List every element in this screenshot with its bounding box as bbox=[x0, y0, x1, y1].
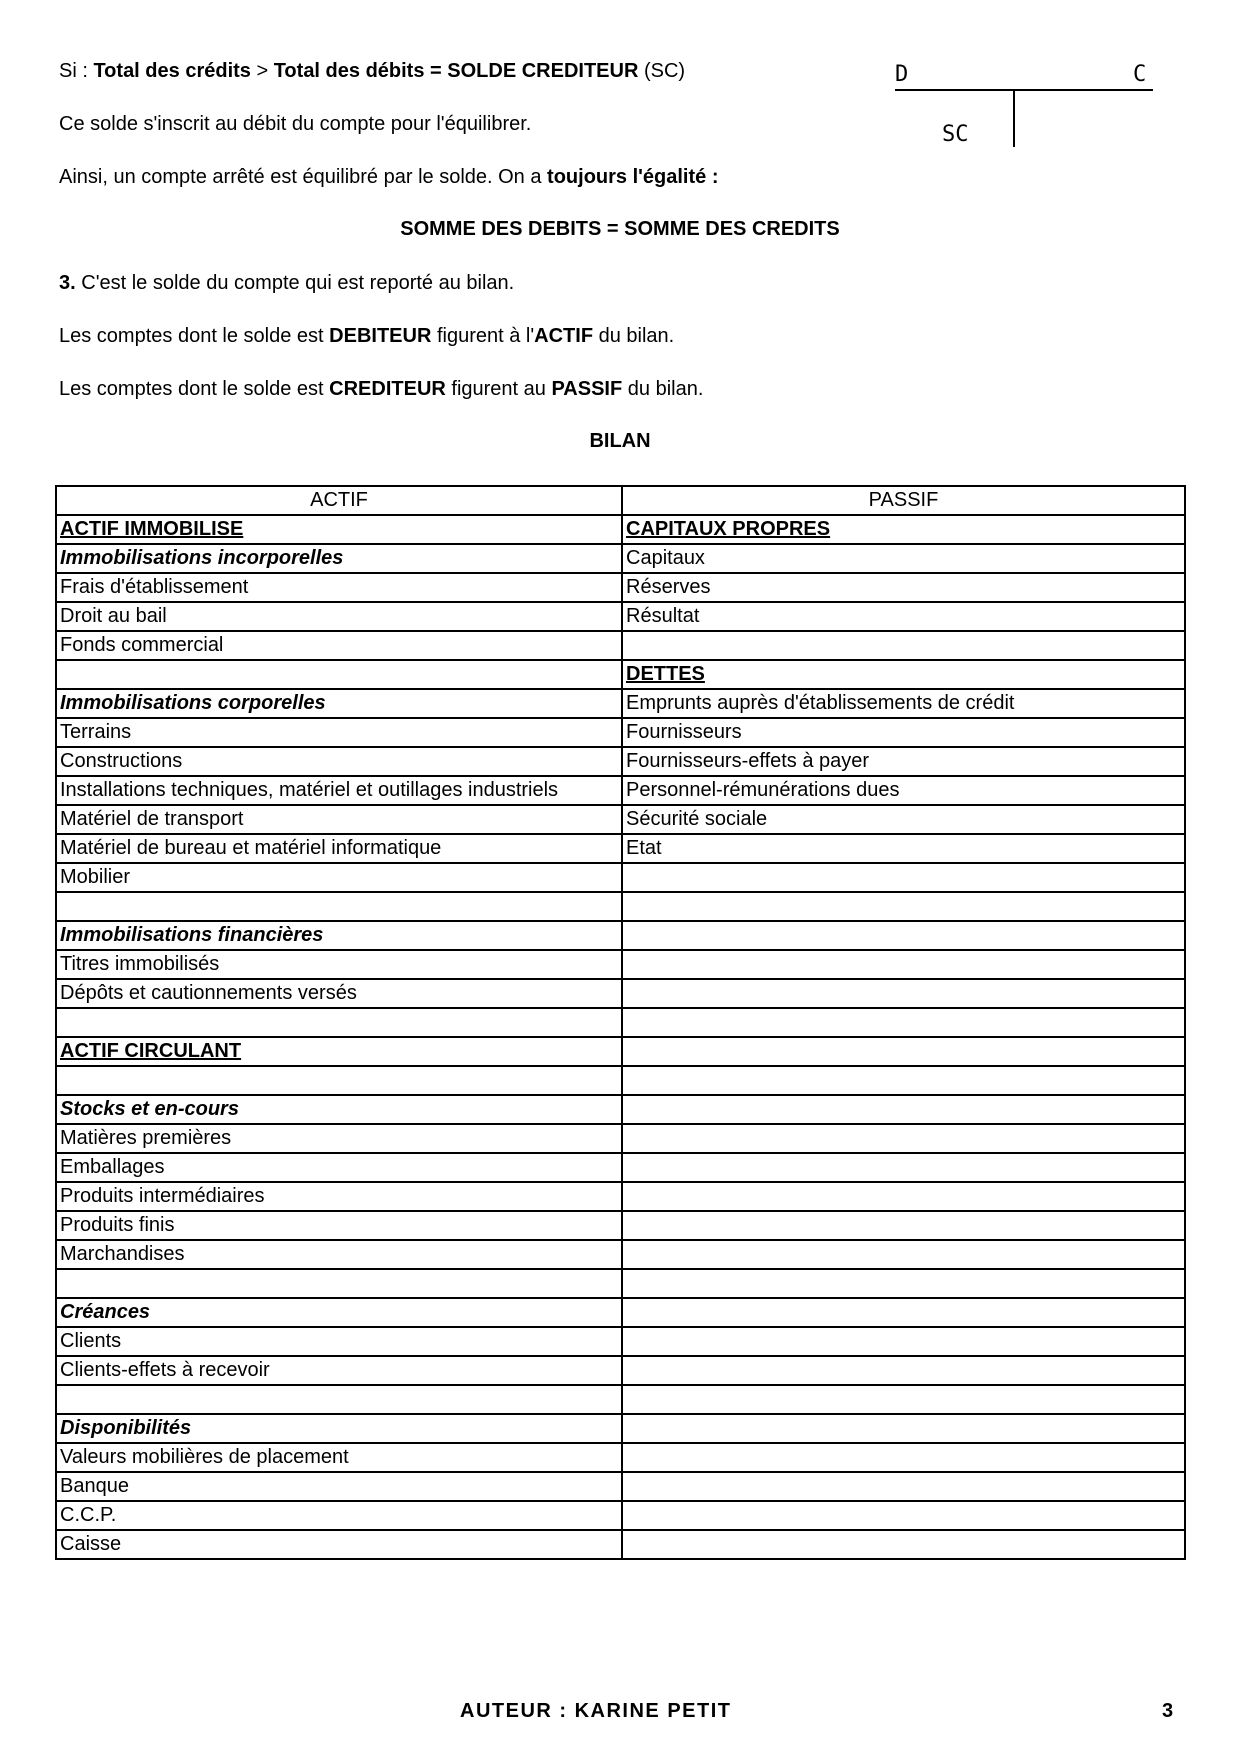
actif-cell-text: Marchandises bbox=[60, 1243, 185, 1265]
credit-line bbox=[59, 377, 703, 401]
intro-line-3 bbox=[59, 165, 718, 189]
actif-cell bbox=[56, 1182, 622, 1211]
passif-cell bbox=[622, 718, 1185, 747]
passif-cell-text: CAPITAUX PROPRES bbox=[626, 518, 831, 540]
table-row bbox=[56, 863, 1185, 892]
point-text: C'est le solde du compte qui est reporté au bilan. bbox=[75, 272, 515, 294]
actif-cell-text: Emballages bbox=[60, 1156, 165, 1178]
actif-cell-text: Stocks et en-cours bbox=[60, 1098, 239, 1120]
actif-cell bbox=[56, 544, 622, 573]
passif-cell bbox=[622, 689, 1185, 718]
passif-cell-text: Fournisseurs bbox=[626, 721, 742, 743]
passif-cell-text: Réserves bbox=[626, 576, 711, 598]
actif-cell bbox=[56, 1298, 622, 1327]
table-row bbox=[56, 660, 1185, 689]
table-row bbox=[56, 747, 1185, 776]
table-row bbox=[56, 718, 1185, 747]
actif-cell-text: Valeurs mobilières de placement bbox=[60, 1446, 349, 1468]
passif-cell-text: Personnel-rémunérations dues bbox=[626, 779, 900, 801]
credit-line-d: PASSIF bbox=[551, 378, 623, 400]
intro-line-1 bbox=[59, 59, 685, 83]
table-row bbox=[56, 1095, 1185, 1124]
actif-cell-text: Installations techniques, matériel et outillages industriels bbox=[60, 779, 559, 801]
passif-cell bbox=[622, 747, 1185, 776]
text-ainsi: Ainsi, un compte arrêté est équilibré par le solde. On a bbox=[59, 166, 548, 188]
actif-cell-text: Dépôts et cautionnements versés bbox=[60, 982, 357, 1004]
table-row bbox=[56, 1269, 1185, 1298]
passif-cell bbox=[622, 1095, 1185, 1124]
table-row bbox=[56, 689, 1185, 718]
credit-line-c: figurent au bbox=[445, 378, 552, 400]
actif-cell-text: Titres immobilisés bbox=[60, 953, 220, 975]
table-row bbox=[56, 921, 1185, 950]
passif-cell-text: Résultat bbox=[626, 605, 700, 627]
actif-cell bbox=[56, 1066, 622, 1095]
credit-line-b: CREDITEUR bbox=[329, 378, 446, 400]
t-account-diagram bbox=[895, 60, 1155, 160]
passif-cell bbox=[622, 1530, 1185, 1559]
actif-cell bbox=[56, 921, 622, 950]
table-row bbox=[56, 950, 1185, 979]
actif-cell bbox=[56, 631, 622, 660]
table-row bbox=[56, 1298, 1185, 1327]
table-row bbox=[56, 1414, 1185, 1443]
bilan-title: BILAN bbox=[589, 430, 651, 452]
table-row bbox=[56, 631, 1185, 660]
table-row bbox=[56, 1153, 1185, 1182]
credit-line-a: Les comptes dont le solde est bbox=[59, 378, 330, 400]
equality-heading: SOMME DES DEBITS = SOMME DES CREDITS bbox=[400, 218, 840, 240]
actif-cell-text: Matières premières bbox=[60, 1127, 232, 1149]
bilan-header-row bbox=[56, 486, 1185, 515]
point-3 bbox=[59, 271, 514, 295]
actif-cell bbox=[56, 1269, 622, 1298]
actif-cell bbox=[56, 1472, 622, 1501]
passif-cell bbox=[622, 950, 1185, 979]
intro-line-2: Ce solde s'inscrit au débit du compte pour l'équilibrer. bbox=[59, 113, 532, 135]
actif-cell bbox=[56, 689, 622, 718]
actif-cell-text: C.C.P. bbox=[60, 1504, 117, 1526]
table-row bbox=[56, 1182, 1185, 1211]
text-gt: > bbox=[250, 60, 274, 82]
table-row bbox=[56, 1124, 1185, 1153]
actif-cell bbox=[56, 1211, 622, 1240]
passif-cell bbox=[622, 1008, 1185, 1037]
passif-cell bbox=[622, 1037, 1185, 1066]
actif-cell bbox=[56, 1443, 622, 1472]
debit-line bbox=[59, 324, 674, 348]
text-sc: (SC) bbox=[638, 60, 686, 82]
actif-cell bbox=[56, 602, 622, 631]
passif-cell bbox=[622, 892, 1185, 921]
passif-cell-text: Capitaux bbox=[626, 547, 705, 569]
header-passif: PASSIF bbox=[622, 486, 1185, 515]
actif-cell-text: Matériel de transport bbox=[60, 808, 244, 830]
passif-cell bbox=[622, 1182, 1185, 1211]
actif-cell bbox=[56, 863, 622, 892]
actif-cell bbox=[56, 1501, 622, 1530]
table-row bbox=[56, 1356, 1185, 1385]
text-solde-crediteur: Total des débits = SOLDE CREDITEUR bbox=[273, 60, 639, 82]
credit-line-e: du bilan. bbox=[622, 378, 704, 400]
text-toujours-egalite: toujours l'égalité : bbox=[547, 166, 719, 188]
table-row bbox=[56, 805, 1185, 834]
bilan-body bbox=[56, 515, 1185, 1559]
actif-cell bbox=[56, 718, 622, 747]
actif-cell bbox=[56, 1414, 622, 1443]
passif-cell bbox=[622, 1211, 1185, 1240]
passif-cell bbox=[622, 1124, 1185, 1153]
passif-cell bbox=[622, 805, 1185, 834]
actif-cell-text: Immobilisations incorporelles bbox=[60, 547, 344, 569]
actif-cell-text: Clients bbox=[60, 1330, 122, 1352]
actif-cell bbox=[56, 950, 622, 979]
t-account-solde-label: SC bbox=[942, 122, 969, 147]
table-row bbox=[56, 602, 1185, 631]
passif-cell-text: Etat bbox=[626, 837, 662, 859]
actif-cell-text: Produits finis bbox=[60, 1214, 175, 1236]
table-row bbox=[56, 1385, 1185, 1414]
actif-cell bbox=[56, 660, 622, 689]
actif-cell-text: Frais d'établissement bbox=[60, 576, 249, 598]
actif-cell bbox=[56, 1385, 622, 1414]
passif-cell bbox=[622, 979, 1185, 1008]
actif-cell bbox=[56, 1240, 622, 1269]
actif-cell bbox=[56, 747, 622, 776]
passif-cell bbox=[622, 1472, 1185, 1501]
point-number: 3. bbox=[59, 272, 76, 294]
debit-line-d: ACTIF bbox=[534, 325, 594, 347]
actif-cell-text: ACTIF IMMOBILISE bbox=[60, 518, 244, 540]
passif-cell bbox=[622, 1240, 1185, 1269]
passif-cell-text: Emprunts auprès d'établissements de crédit bbox=[626, 692, 1015, 714]
passif-cell bbox=[622, 515, 1185, 544]
passif-cell bbox=[622, 921, 1185, 950]
table-row bbox=[56, 1008, 1185, 1037]
passif-cell bbox=[622, 1298, 1185, 1327]
actif-cell bbox=[56, 1356, 622, 1385]
actif-cell-text: Produits intermédiaires bbox=[60, 1185, 265, 1207]
actif-cell bbox=[56, 1037, 622, 1066]
table-row bbox=[56, 776, 1185, 805]
passif-cell bbox=[622, 1153, 1185, 1182]
footer-author: AUTEUR : KARINE PETIT bbox=[460, 1700, 732, 1722]
t-account-vertical-line bbox=[1013, 89, 1015, 147]
actif-cell-text: Matériel de bureau et matériel informatique bbox=[60, 837, 442, 859]
actif-cell-text: ACTIF CIRCULANT bbox=[60, 1040, 242, 1062]
passif-cell bbox=[622, 776, 1185, 805]
passif-cell bbox=[622, 1385, 1185, 1414]
text-total-credits: Total des crédits bbox=[93, 60, 251, 82]
debit-line-e: du bilan. bbox=[593, 325, 675, 347]
passif-cell bbox=[622, 834, 1185, 863]
passif-cell bbox=[622, 1327, 1185, 1356]
header-actif: ACTIF bbox=[56, 486, 622, 515]
passif-cell bbox=[622, 1414, 1185, 1443]
actif-cell-text: Mobilier bbox=[60, 866, 131, 888]
table-row bbox=[56, 544, 1185, 573]
table-row bbox=[56, 834, 1185, 863]
actif-cell bbox=[56, 892, 622, 921]
actif-cell-text: Constructions bbox=[60, 750, 183, 772]
t-account-horizontal-line bbox=[895, 89, 1153, 91]
debit-line-b: DEBITEUR bbox=[329, 325, 432, 347]
table-row bbox=[56, 1530, 1185, 1559]
actif-cell-text: Clients-effets à recevoir bbox=[60, 1359, 270, 1381]
actif-cell-text: Terrains bbox=[60, 721, 132, 743]
actif-cell-text: Immobilisations corporelles bbox=[60, 692, 326, 714]
actif-cell-text: Créances bbox=[60, 1301, 151, 1323]
passif-cell bbox=[622, 1443, 1185, 1472]
table-row bbox=[56, 1211, 1185, 1240]
actif-cell-text: Caisse bbox=[60, 1533, 122, 1555]
actif-cell bbox=[56, 979, 622, 1008]
passif-cell bbox=[622, 660, 1185, 689]
bilan-table bbox=[55, 485, 1186, 1560]
table-row bbox=[56, 1501, 1185, 1530]
actif-cell-text: Fonds commercial bbox=[60, 634, 224, 656]
passif-cell bbox=[622, 863, 1185, 892]
actif-cell bbox=[56, 573, 622, 602]
passif-cell bbox=[622, 631, 1185, 660]
table-row bbox=[56, 892, 1185, 921]
actif-cell bbox=[56, 515, 622, 544]
passif-cell bbox=[622, 1066, 1185, 1095]
table-row bbox=[56, 1327, 1185, 1356]
actif-cell bbox=[56, 1530, 622, 1559]
text-si: Si : bbox=[59, 60, 94, 82]
passif-cell bbox=[622, 602, 1185, 631]
passif-cell-text: DETTES bbox=[626, 663, 705, 685]
actif-cell bbox=[56, 834, 622, 863]
passif-cell-text: Sécurité sociale bbox=[626, 808, 768, 830]
table-row bbox=[56, 573, 1185, 602]
passif-cell bbox=[622, 573, 1185, 602]
actif-cell bbox=[56, 1327, 622, 1356]
passif-cell bbox=[622, 1501, 1185, 1530]
actif-cell-text: Disponibilités bbox=[60, 1417, 192, 1439]
actif-cell-text: Banque bbox=[60, 1475, 129, 1497]
t-account-credit-label: C bbox=[1133, 62, 1147, 87]
table-row bbox=[56, 979, 1185, 1008]
actif-cell bbox=[56, 1153, 622, 1182]
table-row bbox=[56, 515, 1185, 544]
page-number: 3 bbox=[1162, 1700, 1174, 1722]
actif-cell bbox=[56, 1008, 622, 1037]
actif-cell bbox=[56, 1124, 622, 1153]
table-row bbox=[56, 1472, 1185, 1501]
actif-cell bbox=[56, 805, 622, 834]
actif-cell bbox=[56, 776, 622, 805]
debit-line-c: figurent à l' bbox=[431, 325, 535, 347]
passif-cell bbox=[622, 1356, 1185, 1385]
debit-line-a: Les comptes dont le solde est bbox=[59, 325, 330, 347]
t-account-debit-label: D bbox=[895, 62, 909, 87]
table-row bbox=[56, 1240, 1185, 1269]
table-row bbox=[56, 1066, 1185, 1095]
actif-cell-text: Immobilisations financières bbox=[60, 924, 324, 946]
table-row bbox=[56, 1443, 1185, 1472]
actif-cell bbox=[56, 1095, 622, 1124]
table-row bbox=[56, 1037, 1185, 1066]
passif-cell bbox=[622, 1269, 1185, 1298]
passif-cell bbox=[622, 544, 1185, 573]
actif-cell-text: Droit au bail bbox=[60, 605, 167, 627]
passif-cell-text: Fournisseurs-effets à payer bbox=[626, 750, 870, 772]
